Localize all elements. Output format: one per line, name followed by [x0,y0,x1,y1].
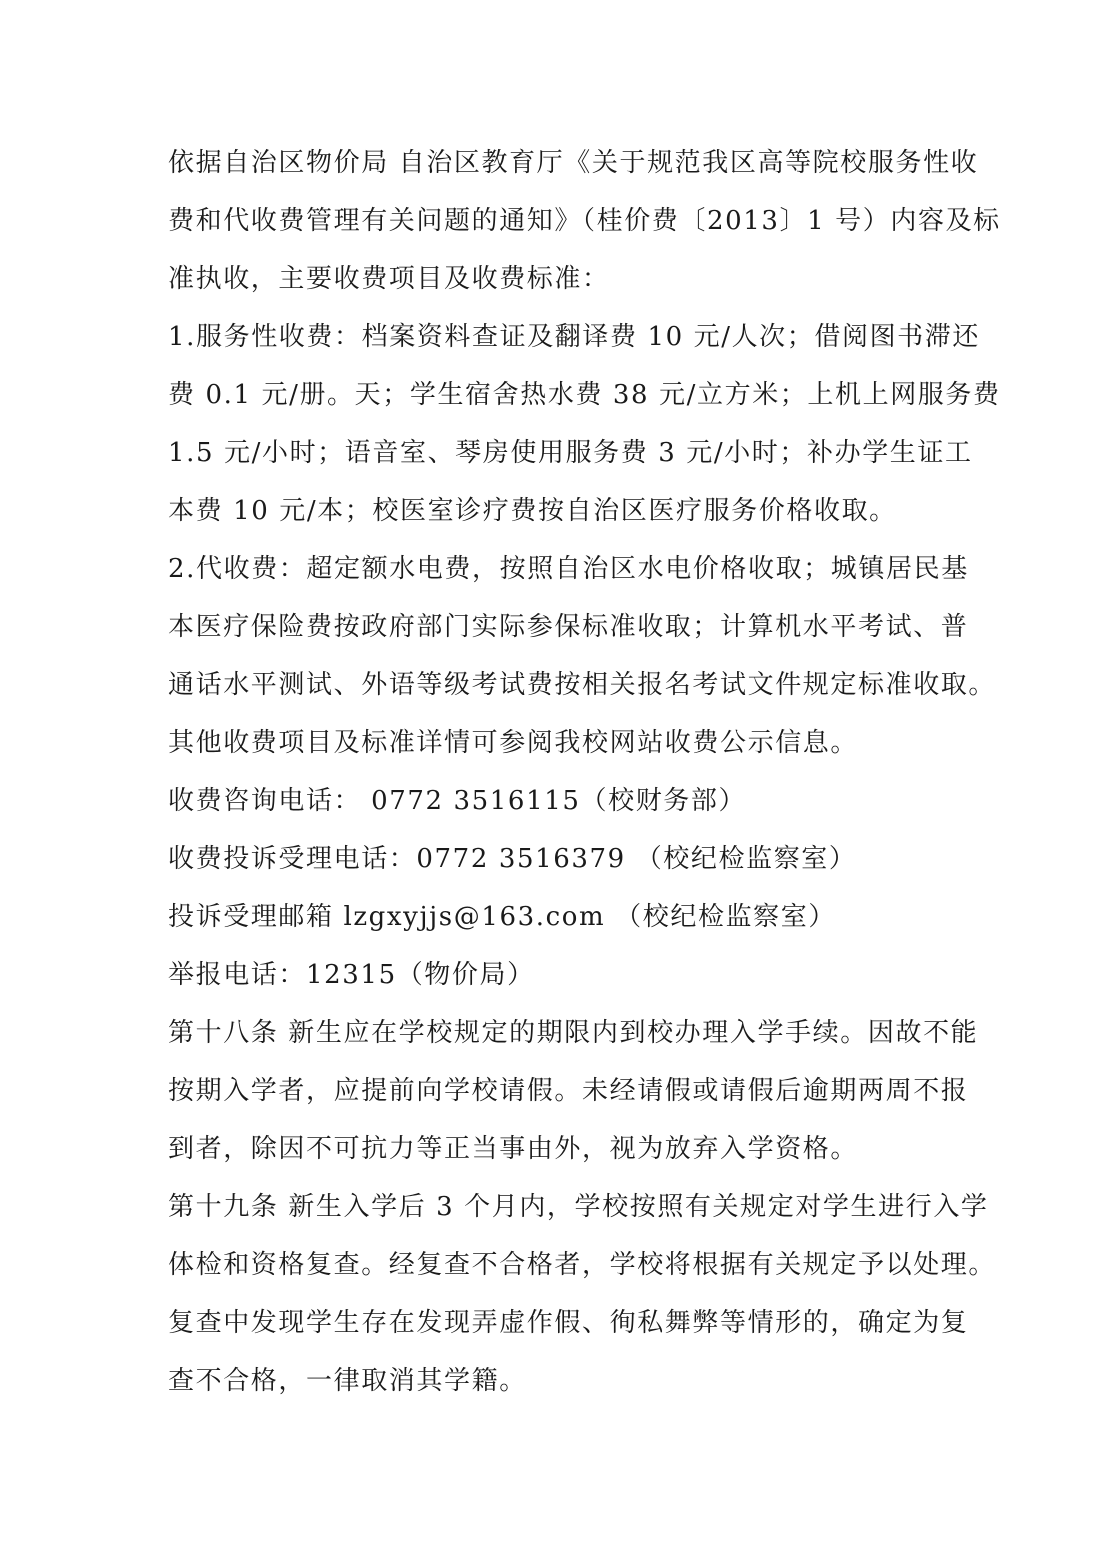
paragraph-complaint-phone [168,830,948,888]
text-line: 准执收，主要收费项目及收费标准： [168,264,610,294]
paragraph-fee-basis [168,134,1001,308]
text-line: 到者，除因不可抗力等正当事由外，视为放弃入学资格。 [168,1134,859,1164]
paragraph-service-fees [168,308,1001,540]
text-line: 收费咨询电话： 0772 3516115（校财务部） [168,786,747,816]
paragraph-article-19 [168,1178,997,1410]
text-line: 第十九条 新生入学后 3 个月内，学校按照有关规定对学生进行入学 [168,1192,989,1222]
text-line: 体检和资格复查。经复查不合格者，学校将根据有关规定予以处理。 [168,1250,997,1280]
text-line: 2.代收费：超定额水电费，按照自治区水电价格收取；城镇居民基 [168,554,969,584]
text-line: 其他收费项目及标准详情可参阅我校网站收费公示信息。 [168,728,859,758]
paragraph-agency-fees [168,540,997,714]
paragraph-other-fees [168,714,948,772]
text-line: 1.服务性收费：档案资料查证及翻译费 10 元/人次；借阅图书滞还 [168,322,980,352]
text-line: 查不合格，一律取消其学籍。 [168,1366,527,1396]
text-line: 本费 10 元/本；校医室诊疗费按自治区医疗服务价格收取。 [168,496,897,526]
text-line: 通话水平测试、外语等级考试费按相关报名考试文件规定标准收取。 [168,670,997,700]
text-line: 举报电话：12315（物价局） [168,960,535,990]
text-line: 1.5 元/小时；语音室、琴房使用服务费 3 元/小时；补办学生证工 [168,438,973,468]
text-line: 本医疗保险费按政府部门实际参保标准收取；计算机水平考试、普 [168,612,969,642]
text-line: 收费投诉受理电话：0772 3516379 （校纪检监察室） [168,844,857,874]
paragraph-complaint-email [168,888,948,946]
text-line: 投诉受理邮箱 lzgxyjjs@163.com （校纪检监察室） [168,902,836,932]
text-line: 按期入学者，应提前向学校请假。未经请假或请假后逾期两周不报 [168,1076,969,1106]
text-line: 依据自治区物价局 自治区教育厅《关于规范我区高等院校服务性收 [168,148,979,178]
paragraph-article-18 [168,1004,979,1178]
text-line: 第十八条 新生应在学校规定的期限内到校办理入学手续。因故不能 [168,1018,979,1048]
paragraph-inquiry-phone [168,772,948,830]
paragraph-report-phone [168,946,948,1004]
text-line: 费和代收费管理有关问题的通知》（桂价费〔2013〕1 号）内容及标 [168,206,1001,236]
document-body [168,134,1001,1410]
text-line: 复查中发现学生存在发现弄虚作假、徇私舞弊等情形的，确定为复 [168,1308,969,1338]
text-line: 费 0.1 元/册。天；学生宿舍热水费 38 元/立方米；上机上网服务费 [168,380,1001,410]
